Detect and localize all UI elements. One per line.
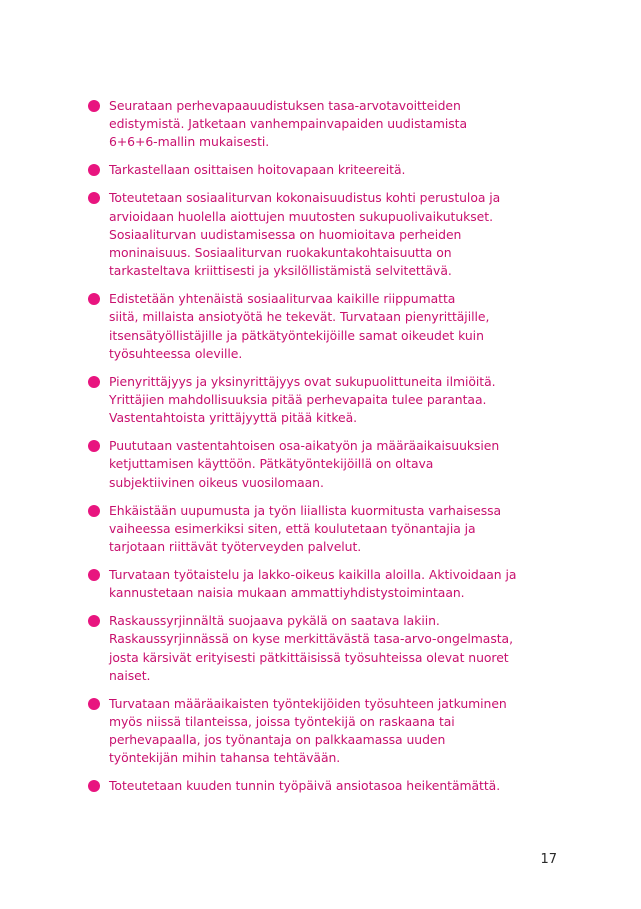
- bullet-text-line: Vastentahtoista yrittäjyyttä pitää kitkeä.: [109, 410, 358, 426]
- bullet-dot-icon: [88, 780, 100, 792]
- bullet-text-line: Ehkäistään uupumusta ja työn liiallista kuormitusta varhaisessa: [109, 502, 502, 518]
- bullet-text-line: työsuhteessa oleville.: [109, 345, 243, 361]
- bullet-item: [88, 189, 558, 280]
- bullet-item: [88, 437, 558, 492]
- bullet-item: [88, 290, 558, 363]
- bullet-item: [88, 97, 558, 152]
- bullet-text-line: myös niissä tilanteissa, joissa työntekijä on raskaana tai: [109, 714, 455, 730]
- bullet-text-line: tarjotaan riittävät työterveyden palvelut.: [109, 539, 362, 555]
- bullet-item: [88, 373, 558, 428]
- page-number: 17: [540, 852, 557, 867]
- bullet-text-line: edistymistä. Jatketaan vanhempainvapaiden uudistamista: [109, 116, 467, 132]
- bullet-text-line: Edistetään yhtenäistä sosiaaliturvaa kaikille riippumatta: [109, 291, 456, 307]
- bullet-text-line: Sosiaaliturvan uudistamisessa on huomioitava perheiden: [109, 226, 462, 242]
- bullet-text-line: Toteutetaan kuuden tunnin työpäivä ansiotasoa heikentämättä.: [109, 778, 501, 794]
- bullet-dot-icon: [88, 164, 100, 176]
- bullet-text-line: naiset.: [109, 667, 151, 683]
- bullet-dot-icon: [88, 505, 100, 517]
- bullet-dot-icon: [88, 615, 100, 627]
- bullet-text-line: ketjuttamisen käyttöön. Pätkätyöntekijöillä on oltava: [109, 456, 434, 472]
- bullet-text-line: itsensätyöllistäjille ja pätkätyöntekijöille samat oikeudet kuin: [109, 327, 484, 343]
- bullet-dot-icon: [88, 440, 100, 452]
- bullet-text-line: perhevapaalla, jos työnantaja on palkkaamassa uuden: [109, 732, 446, 748]
- bullet-dot-icon: [88, 698, 100, 710]
- bullet-text-line: Raskaussyrjinnässä on kyse merkittävästä tasa-arvo-ongelmasta,: [109, 631, 513, 647]
- bullet-text-line: arvioidaan huolella aiottujen muutosten sukupuolivaikutukset.: [109, 208, 493, 224]
- bullet-text-line: tarkasteltava kriittisesti ja yksilöllistämistä selvitettävä.: [109, 263, 452, 279]
- bullet-text-line: 6+6+6-mallin mukaisesti.: [109, 134, 270, 150]
- bullet-item: [88, 161, 558, 179]
- bullet-text-line: Tarkastellaan osittaisen hoitovapaan kriteereitä.: [109, 162, 406, 178]
- bullet-item: [88, 566, 558, 602]
- bullet-dot-icon: [88, 376, 100, 388]
- bullet-text-line: moninaisuus. Sosiaaliturvan ruokakuntakohtaisuutta on: [109, 245, 452, 261]
- bullet-text-line: Toteutetaan sosiaaliturvan kokonaisuudistus kohti perustuloa ja: [109, 190, 501, 206]
- bullet-item: [88, 612, 558, 685]
- bullet-text-line: Turvataan määräaikaisten työntekijöiden työsuhteen jatkuminen: [109, 695, 507, 711]
- bullet-item: [88, 502, 558, 557]
- bullet-text-line: Pienyrittäjyys ja yksinyrittäjyys ovat sukupuolittuneita ilmiöitä.: [109, 373, 496, 389]
- bullet-text-line: Yrittäjien mahdollisuuksia pitää perhevapaita tulee parantaa.: [109, 392, 487, 408]
- bullet-text-line: siitä, millaista ansiotyötä he tekevät. Turvataan pienyrittäjille,: [109, 309, 490, 325]
- bullet-list: [88, 97, 558, 796]
- bullet-item: [88, 777, 558, 795]
- bullet-dot-icon: [88, 569, 100, 581]
- bullet-text-line: vaiheessa esimerkiksi siten, että koulutetaan työnantajia ja: [109, 520, 476, 536]
- bullet-item: [88, 695, 558, 768]
- bullet-text-line: Raskaussyrjinnältä suojaava pykälä on saatava lakiin.: [109, 613, 440, 629]
- bullet-text-line: Seurataan perhevapaauudistuksen tasa-arvotavoitteiden: [109, 98, 461, 113]
- bullet-text-line: kannustetaan naisia mukaan ammattiyhdistystoimintaan.: [109, 585, 465, 601]
- bullet-text-line: Puututaan vastentahtoisen osa-aikatyön ja määräaikaisuuksien: [109, 438, 500, 454]
- bullet-text-line: subjektiivinen oikeus vuosilomaan.: [109, 474, 324, 490]
- bullet-text-line: josta kärsivät erityisesti pätkittäisissä työsuhteissa olevat nuoret: [109, 649, 509, 665]
- bullet-dot-icon: [88, 293, 100, 305]
- bullet-text-line: työntekijän mihin tahansa tehtävään.: [109, 750, 341, 766]
- bullet-dot-icon: [88, 100, 100, 112]
- bullet-text-line: Turvataan työtaistelu ja lakko-oikeus kaikilla aloilla. Aktivoidaan ja: [109, 567, 517, 583]
- bullet-dot-icon: [88, 192, 100, 204]
